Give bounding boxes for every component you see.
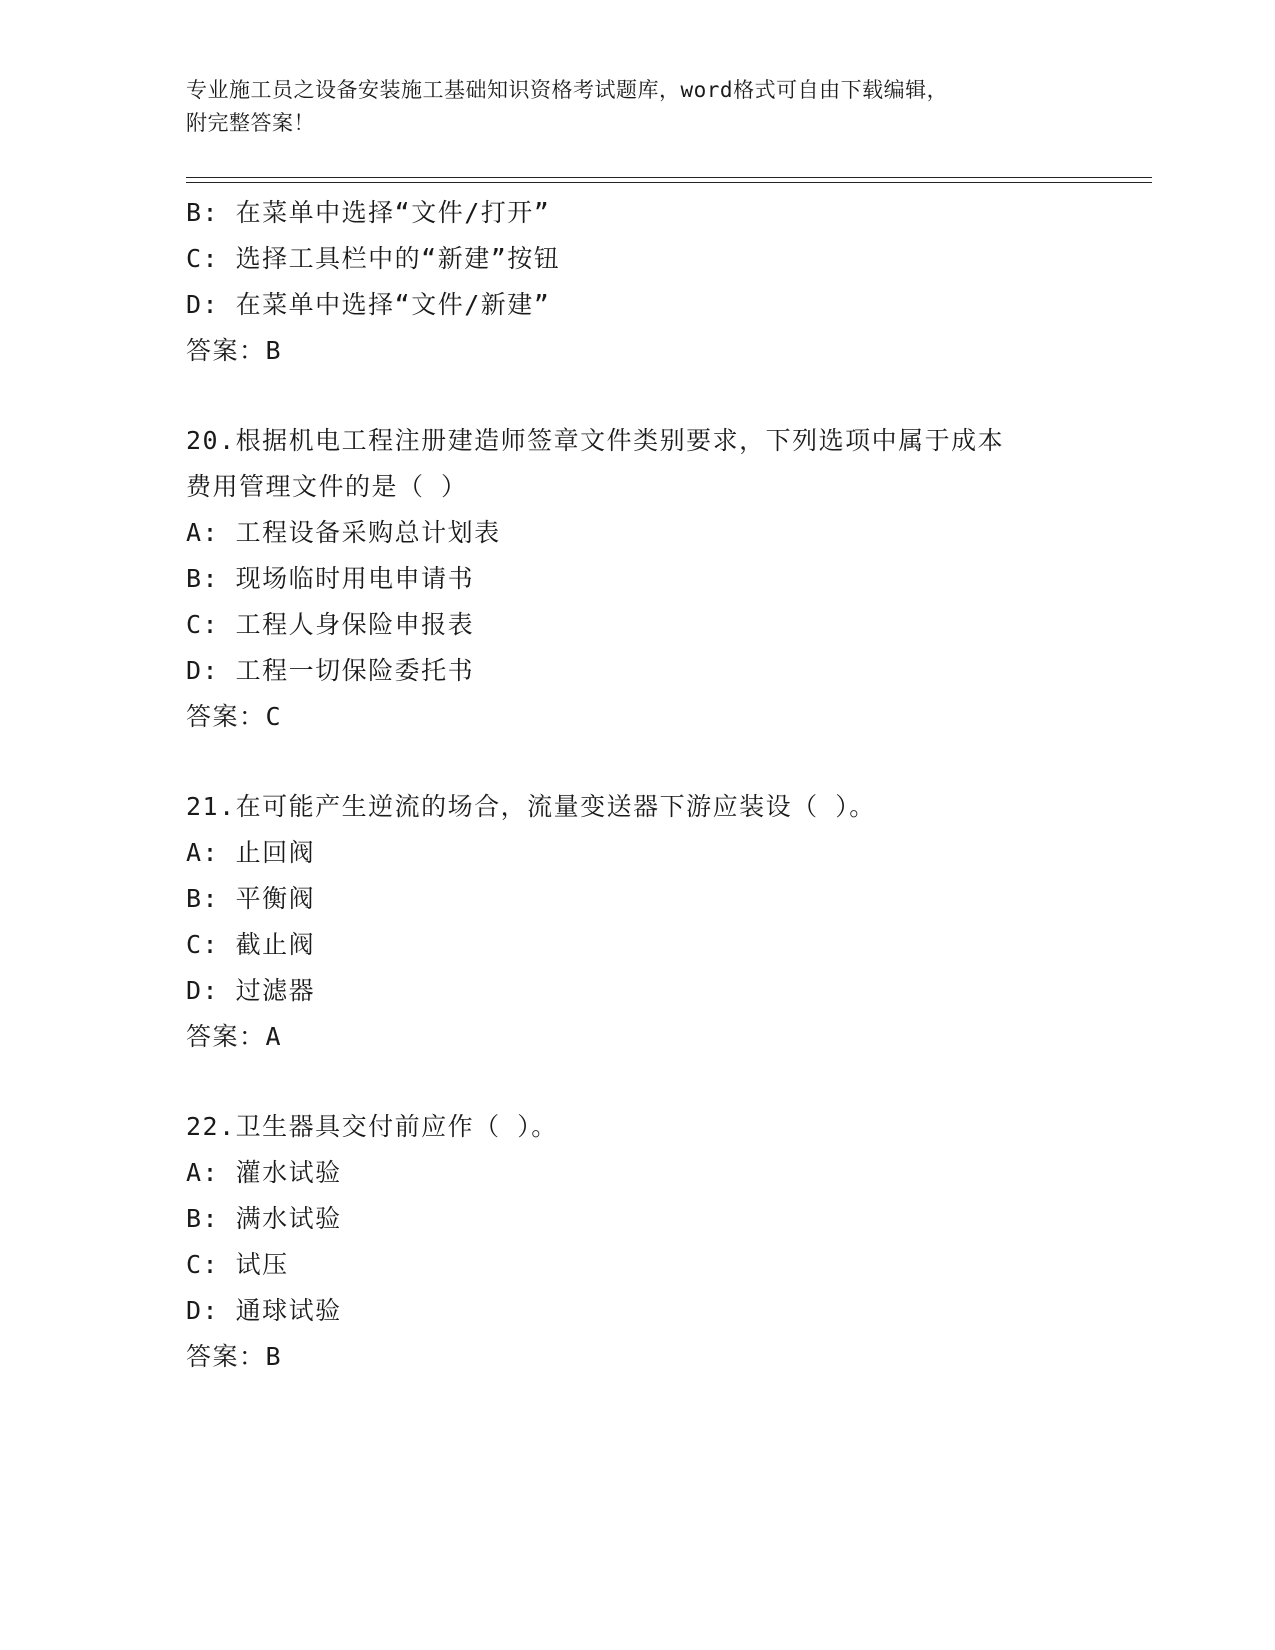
option-b: B: 现场临时用电申请书 bbox=[186, 564, 475, 593]
question-22 bbox=[186, 1104, 1146, 1380]
question-stem-line-1: 20.根据机电工程注册建造师签章文件类别要求，下列选项中属于成本 bbox=[186, 426, 1005, 455]
question-stem-line-1: 21.在可能产生逆流的场合，流量变送器下游应装设（ ）。 bbox=[186, 792, 876, 821]
option-d: D: 工程一切保险委托书 bbox=[186, 656, 475, 685]
question-list bbox=[186, 190, 1146, 1380]
option-c: C: 工程人身保险申报表 bbox=[186, 610, 475, 639]
option-d: D: 过滤器 bbox=[186, 976, 316, 1005]
question-stem-line-2: 费用管理文件的是（ ） bbox=[186, 472, 468, 501]
header-line-1: 专业施工员之设备安装施工基础知识资格考试题库，word格式可自由下载编辑， bbox=[186, 78, 949, 102]
header-divider-top bbox=[186, 177, 1152, 178]
answer-line: 答案：B bbox=[186, 1342, 283, 1371]
option-b: B: 满水试验 bbox=[186, 1204, 342, 1233]
spacer bbox=[186, 1060, 1146, 1104]
option-a: A: 灌水试验 bbox=[186, 1158, 342, 1187]
header-divider-bottom bbox=[186, 182, 1152, 183]
question-21 bbox=[186, 784, 1146, 1060]
option-a: A: 工程设备采购总计划表 bbox=[186, 518, 501, 547]
option-b: B: 平衡阀 bbox=[186, 884, 316, 913]
option-d: D: 通球试验 bbox=[186, 1296, 342, 1325]
question-19-continued bbox=[186, 190, 1146, 374]
option-d: D: 在菜单中选择“文件/新建” bbox=[186, 290, 551, 319]
option-c: C: 试压 bbox=[186, 1250, 289, 1279]
option-b: B: 在菜单中选择“文件/打开” bbox=[186, 198, 551, 227]
answer-line: 答案：C bbox=[186, 702, 283, 731]
document-header bbox=[186, 74, 1086, 140]
option-c: C: 截止阀 bbox=[186, 930, 316, 959]
question-stem-line-1: 22.卫生器具交付前应作（ ）。 bbox=[186, 1112, 558, 1141]
option-c: C: 选择工具栏中的“新建”按钮 bbox=[186, 244, 561, 273]
answer-line: 答案：A bbox=[186, 1022, 283, 1051]
question-20 bbox=[186, 418, 1146, 740]
spacer bbox=[186, 374, 1146, 418]
header-line-2: 附完整答案！ bbox=[186, 111, 315, 135]
answer-line: 答案：B bbox=[186, 336, 283, 365]
spacer bbox=[186, 740, 1146, 784]
option-a: A: 止回阀 bbox=[186, 838, 316, 867]
